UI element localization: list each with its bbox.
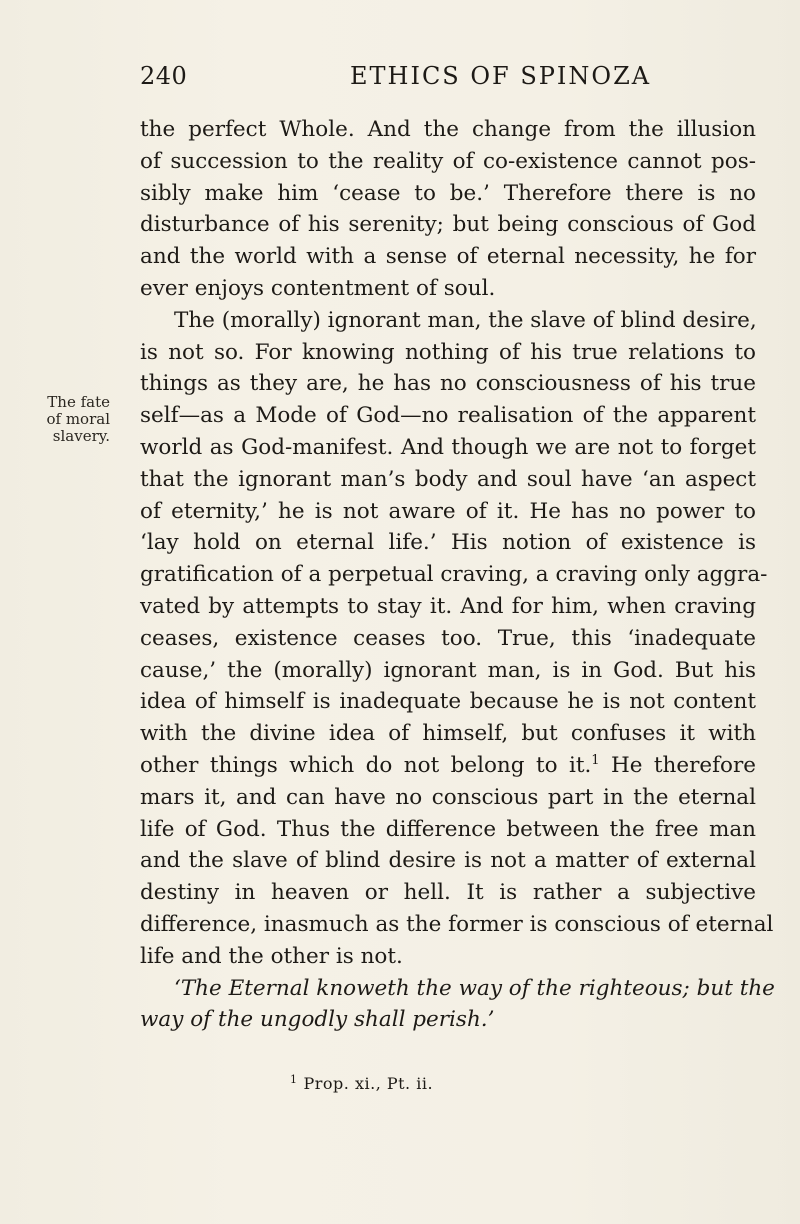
quote-line: ‘The Eternal knoweth the way of the righteous; but the [174, 975, 775, 1001]
text-line: The (morally) ignorant man, the slave of blind desire, [174, 307, 757, 333]
footnote-text: Prop. xi., Pt. ii. [303, 1074, 434, 1093]
margin-note [30, 394, 110, 445]
text-line: disturbance of his serenity; but being conscious of God [140, 212, 756, 238]
footnote-marker: 1 [591, 752, 600, 768]
text-line: that the ignorant man’s body and soul have ‘an aspect [140, 466, 756, 492]
text-line: destiny in heaven or hell. It is rather a subjective [140, 880, 756, 906]
text-line: idea of himself is inadequate because he is not content [140, 689, 756, 715]
text-line-with-footnote [140, 750, 756, 782]
text-line: cause,’ the (morally) ignorant man, is in God. But his [140, 657, 756, 683]
quote-line: way of the ungodly shall perish.’ [140, 1007, 495, 1033]
text-line: life of God. Thus the difference between the free man [140, 816, 756, 842]
text-line: of succession to the reality of co-existence cannot pos- [140, 148, 756, 174]
running-title: ETHICS OF SPINOZA [350, 62, 652, 90]
text-line: is not so. For knowing nothing of his true relations to [140, 339, 756, 365]
text-line: ceases, existence ceases too. True, this ‘inadequate [140, 625, 756, 651]
text-line-head: other things which do not belong to it. [140, 752, 592, 778]
text-line-tail: He therefore [611, 752, 756, 778]
margin-note-line: The fate [47, 393, 110, 411]
text-line: difference, inasmuch as the former is conscious of eternal [140, 911, 774, 937]
text-line: things as they are, he has no consciousness of his true [140, 371, 756, 397]
text-line: self—as a Mode of God—no realisation of the apparent [140, 403, 756, 429]
text-line: world as God-manifest. And though we are not to forget [140, 434, 756, 460]
margin-note-line: slavery. [52, 427, 110, 445]
text-line: life and the other is not. [140, 943, 403, 969]
body-text [140, 114, 775, 1036]
text-line: and the world with a sense of eternal necessity, he for [140, 244, 756, 270]
text-line: sibly make him ‘cease to be.’ Therefore there is no [140, 180, 756, 206]
text-line: the perfect Whole. And the change from the illusion [140, 117, 756, 142]
text-line: and the slave of blind desire is not a matter of external [140, 848, 756, 874]
text-line: gratification of a perpetual craving, a craving only aggra- [140, 562, 768, 588]
text-line: mars it, and can have no conscious part in the eternal [140, 784, 756, 810]
footnote [290, 1074, 433, 1093]
text-line: with the divine idea of himself, but confuses it with [140, 721, 756, 747]
text-line: vated by attempts to stay it. And for him, when craving [140, 593, 756, 619]
text-line: of eternity,’ he is not aware of it. He has no power to [140, 498, 756, 524]
text-line: ‘lay hold on eternal life.’ His notion of existence is [140, 530, 756, 556]
footnote-number: 1 [290, 1073, 298, 1086]
page-number: 240 [140, 62, 188, 90]
text-line: ever enjoys contentment of soul. [140, 275, 496, 301]
margin-note-line: of moral [46, 410, 110, 428]
page-header [140, 62, 760, 102]
